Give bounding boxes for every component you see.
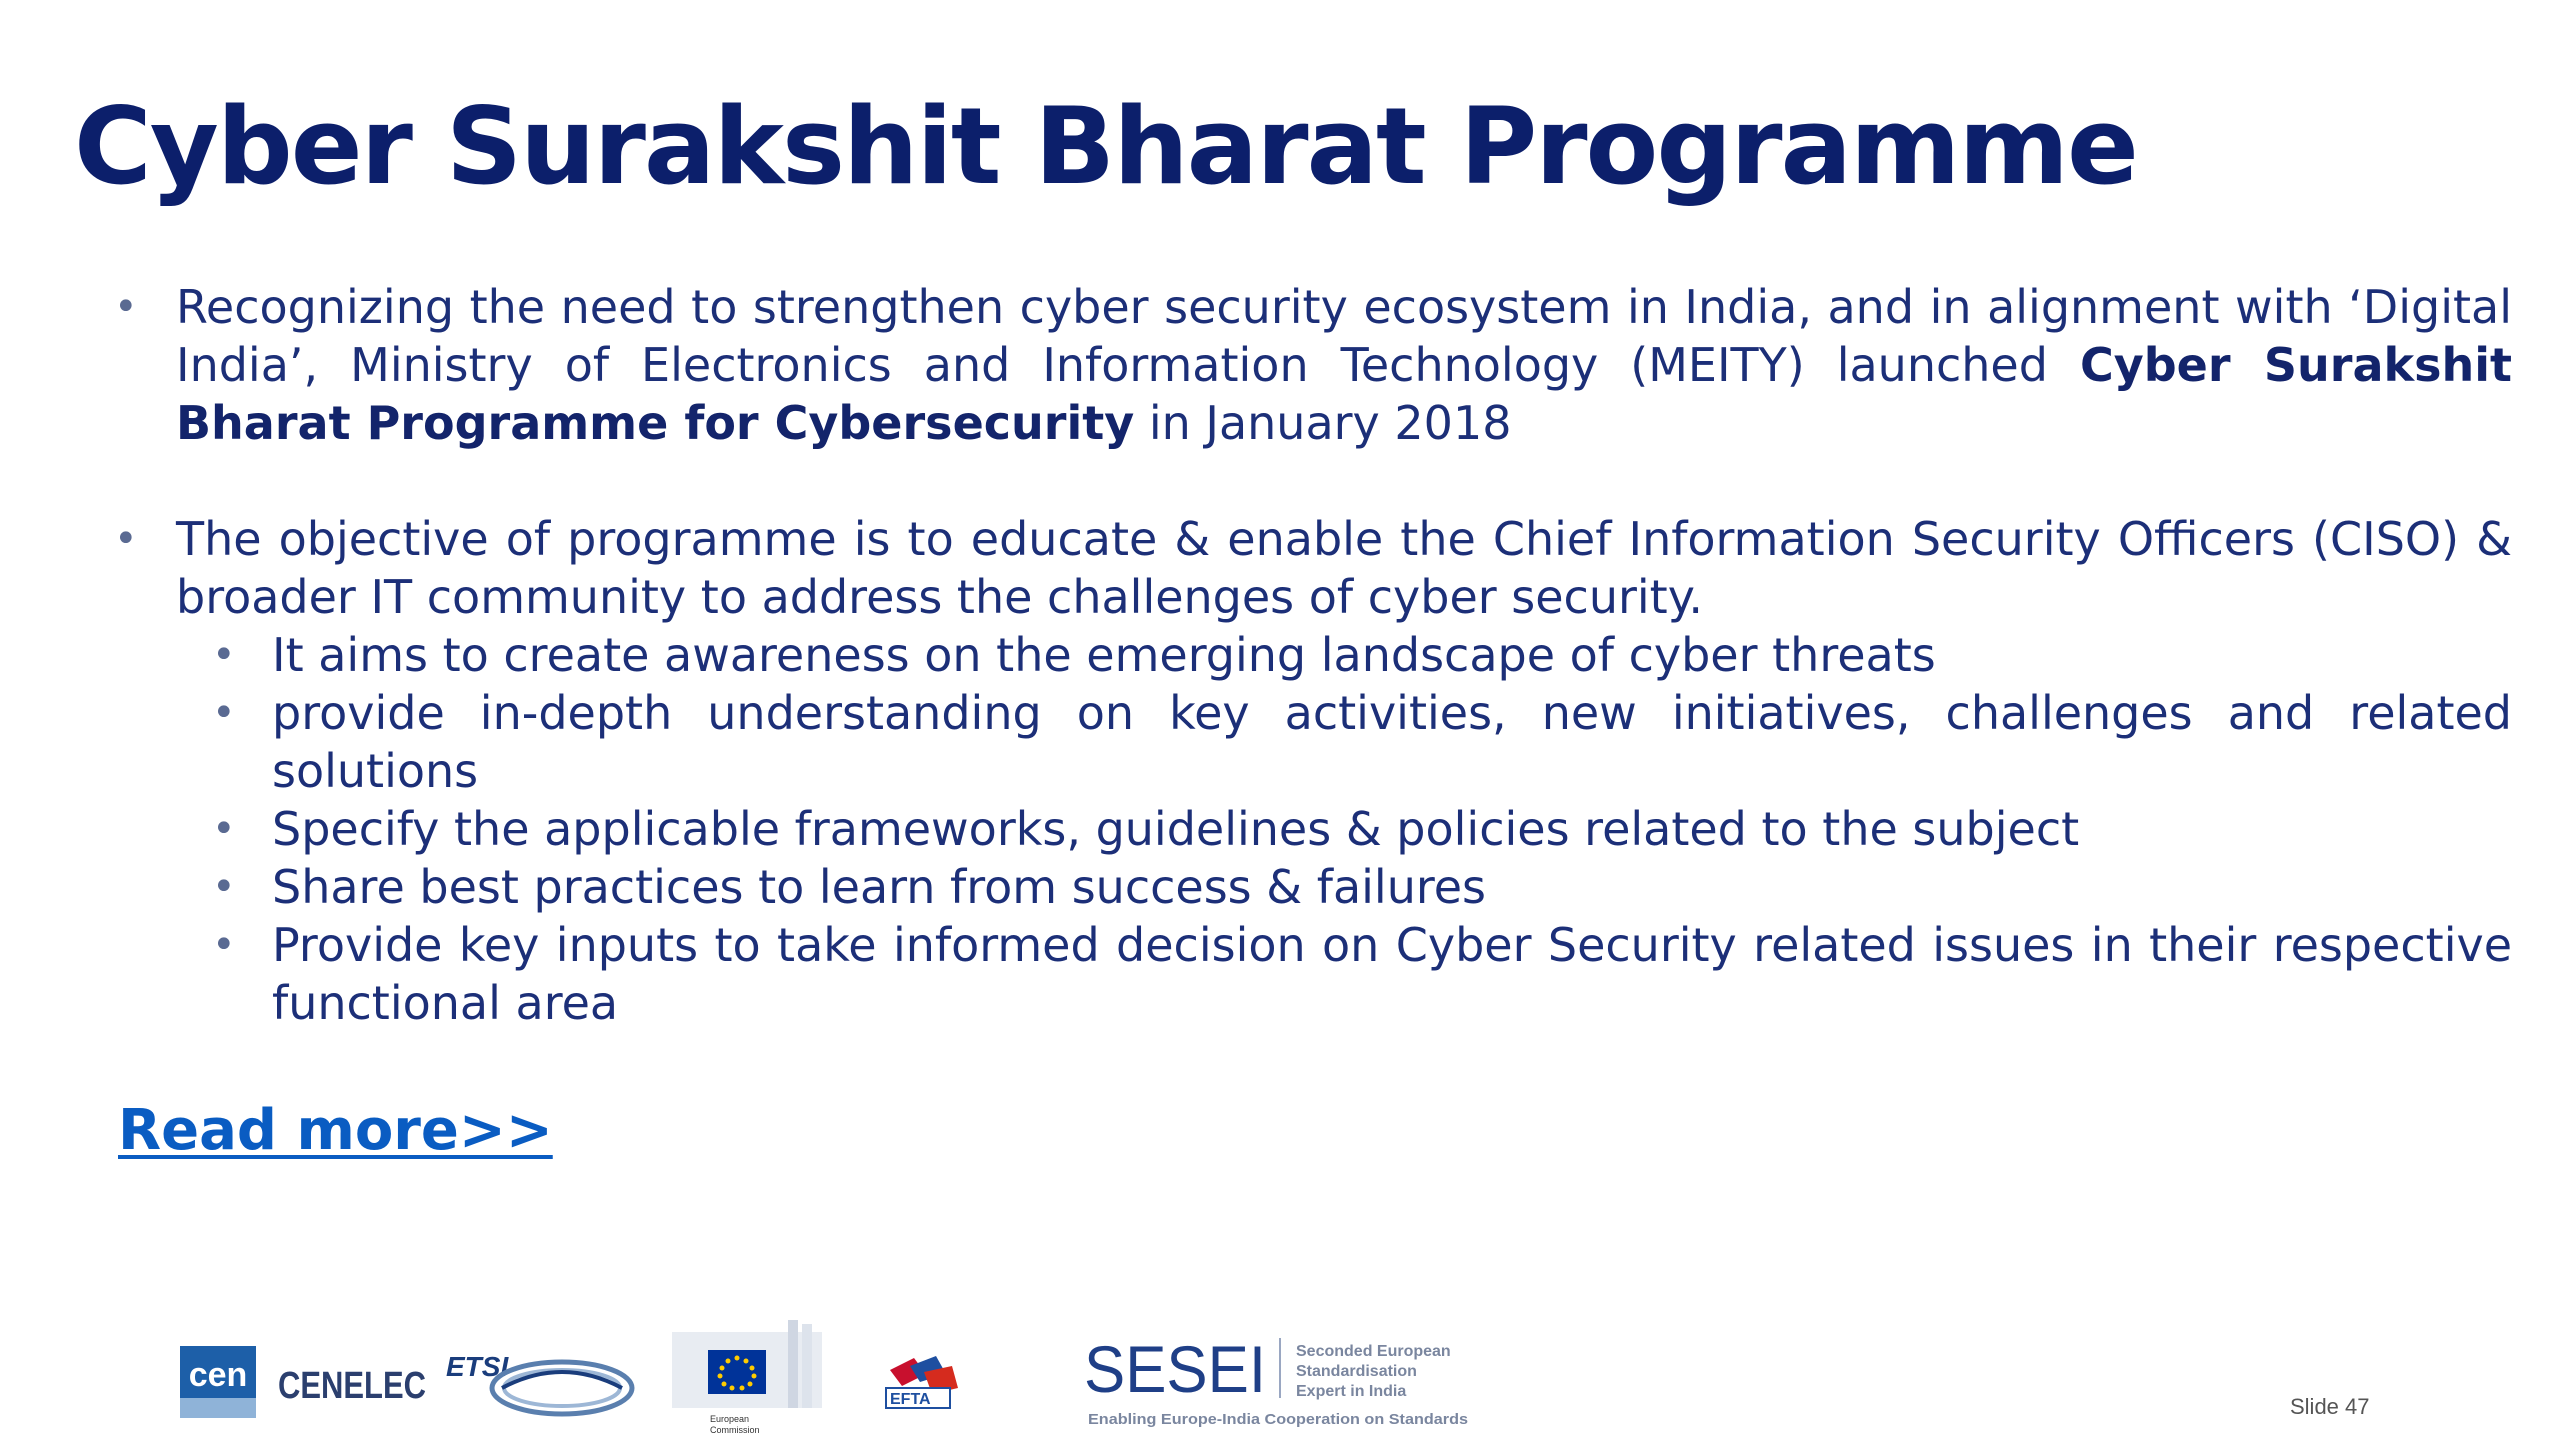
efta-logo <box>880 1352 960 1416</box>
sub-bullet-text: Specify the applicable frameworks, guidelines & policies related to the subject <box>272 802 2080 856</box>
sub-bullet-item <box>176 626 2512 684</box>
bullet-item <box>112 510 2512 1032</box>
bullet-icon: • <box>212 690 236 736</box>
sub-bullet-item <box>176 916 2512 1032</box>
read-more-link[interactable]: Read more>> <box>118 1098 553 1163</box>
svg-text:ETSI: ETSI <box>446 1351 509 1382</box>
cen-logo <box>180 1346 256 1418</box>
sub-bullet-text: provide in-depth understanding on key activities, new initiatives, challenges and related solutions <box>272 686 2512 798</box>
slide-body <box>112 278 2512 1032</box>
bullet-list <box>112 278 2512 1032</box>
bullet-text: The objective of programme is to educate & enable the Chief Information Security Officers (CISO) & broader IT community to address the challenges of cyber security. <box>176 512 2512 624</box>
bullet-icon: • <box>114 284 138 330</box>
bullet-icon: • <box>212 922 236 968</box>
svg-text:Expert in India: Expert in India <box>1296 1383 1407 1400</box>
sub-bullet-item <box>176 684 2512 800</box>
svg-text:Seconded European: Seconded European <box>1296 1343 1451 1360</box>
bullet-text: Recognizing the need to strengthen cyber security ecosystem in India, and in alignment with ‘Digital India’, Ministry of Electronics and Information Technology (MEITY) launched <box>176 280 2512 392</box>
bullet-item <box>112 278 2512 452</box>
european-commission-logo <box>672 1320 832 1440</box>
svg-text:cen: cen <box>188 1356 248 1394</box>
svg-text:Standardisation: Standardisation <box>1296 1363 1417 1380</box>
sub-bullet-item <box>176 800 2512 858</box>
slide-number: Slide 47 <box>2290 1394 2370 1419</box>
bullet-icon: • <box>212 632 236 678</box>
bullet-icon: • <box>212 864 236 910</box>
sesei-logo <box>1084 1328 1504 1438</box>
slide-title: Cyber Surakshit Bharat Programme <box>74 85 2137 208</box>
programme-name: Cyber Surakshit Bharat Programme for Cybersecurity <box>176 338 2512 450</box>
sub-bullet-list <box>176 626 2512 1032</box>
sub-bullet-text: It aims to create awareness on the emerging landscape of cyber threats <box>272 628 1936 682</box>
svg-text:EFTA: EFTA <box>890 1391 931 1408</box>
svg-text:Commission: Commission <box>710 1425 760 1435</box>
bullet-text-tail: in January 2018 <box>1134 396 1512 450</box>
svg-text:European: European <box>710 1414 750 1424</box>
svg-text:Enabling Europe-India Cooperat: Enabling Europe-India Cooperation on Standards <box>1088 1411 1468 1428</box>
bullet-icon: • <box>212 806 236 852</box>
svg-text:CENELEC: CENELEC <box>278 1365 426 1407</box>
sub-bullet-item <box>176 858 2512 916</box>
etsi-logo <box>442 1346 642 1426</box>
cenelec-logo <box>278 1360 428 1410</box>
svg-text:SESEI: SESEI <box>1084 1332 1266 1406</box>
sub-bullet-text: Provide key inputs to take informed decision on Cyber Security related issues in their respective functional area <box>272 918 2512 1030</box>
sub-bullet-text: Share best practices to learn from success & failures <box>272 860 1487 914</box>
bullet-icon: • <box>114 516 138 562</box>
